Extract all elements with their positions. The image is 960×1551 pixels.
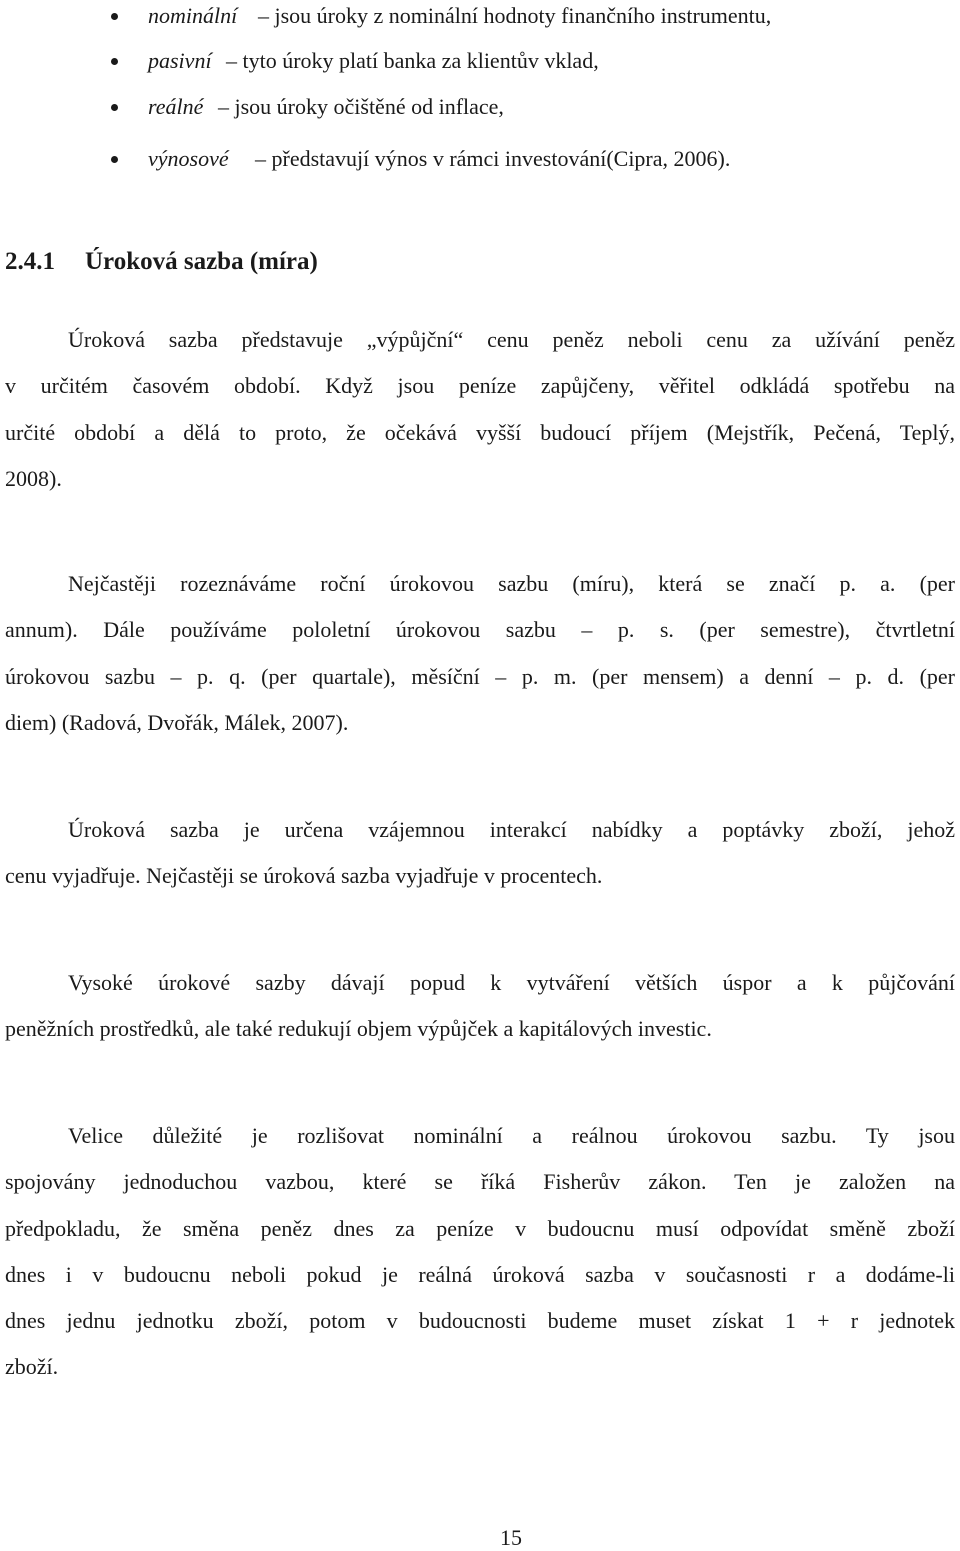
paragraph-line: Úroková sazba představuje „výpůjční“ cenu peněz neboli cenu za užívání peněz	[68, 327, 955, 352]
list-item-term: pasivní	[148, 48, 212, 73]
list-item-text: – jsou úroky očištěné od inflace,	[218, 94, 504, 119]
paragraph-line: zboží.	[5, 1354, 59, 1380]
paragraph-line: annum). Dále používáme pololetní úrokovou sazbu – p. s. (per semestre), čtvrtletní	[5, 617, 955, 643]
section-title: Úroková sazba (míra)	[85, 248, 318, 275]
page-number: 15	[500, 1525, 522, 1550]
paragraph-line: předpokladu, že směna peněz dnes za peníze v budoucnu musí odpovídat směně zboží	[5, 1215, 955, 1241]
paragraph-line: 2008).	[5, 465, 62, 491]
paragraph-line: Nejčastěji rozeznáváme roční úrokovou sazbu (míru), která se značí p. a. (per	[68, 571, 955, 596]
paragraph-line: dnes jednu jednotku zboží, potom v budoucnosti budeme muset získat 1 + r jednotek	[5, 1308, 955, 1334]
paragraph	[5, 317, 955, 502]
paragraph-line: úrokovou sazbu – p. q. (per quartale), měsíční – p. m. (per mensem) a denní – p. d. (per	[5, 663, 955, 689]
paragraph-line: určité období a dělá to proto, že očekává vyšší budoucí příjem (Mejstřík, Pečená, Teplý,	[5, 419, 955, 445]
paragraph	[5, 1113, 955, 1391]
paragraph-line: spojovány jednoduchou vazbou, které se říká Fisherův zákon. Ten je založen na	[5, 1169, 955, 1195]
paragraph	[5, 561, 955, 746]
list-item	[0, 144, 960, 174]
paragraph-line: dnes i v budoucnu neboli pokud je reálná úroková sazba v současnosti r a dodáme-li	[5, 1261, 955, 1287]
paragraph	[5, 960, 955, 1053]
section-number: 2.4.1	[5, 248, 55, 275]
list-item-text: – jsou úroky z nominální hodnoty finančního instrumentu,	[258, 3, 772, 28]
paragraph-line: cenu vyjadřuje. Nejčastěji se úroková sazba vyjadřuje v procentech.	[5, 863, 603, 889]
list-item-term: nominální	[148, 3, 238, 28]
list-item-text: – tyto úroky platí banka za klientův vklad,	[226, 48, 599, 73]
paragraph-line: Vysoké úrokové sazby dávají popud k vytváření větších úspor a k půjčování	[68, 970, 955, 995]
paragraph	[5, 807, 955, 900]
paragraph-line: v určitém časovém období. Když jsou peníze zapůjčeny, věřitel odkládá spotřebu na	[5, 373, 955, 399]
list-item	[0, 1, 960, 31]
list-item-term: výnosové	[148, 146, 229, 171]
bullet-icon	[111, 58, 118, 65]
paragraph-line: Úroková sazba je určena vzájemnou interakcí nabídky a poptávky zboží, jehož	[68, 817, 955, 842]
list-item-text: – představují výnos v rámci investování(Cipra, 2006).	[255, 146, 731, 171]
paragraph-line: Velice důležité je rozlišovat nominální a reálnou úrokovou sazbu. Ty jsou	[68, 1123, 955, 1148]
section-heading	[5, 245, 318, 279]
bullet-icon	[111, 156, 118, 163]
list-item	[0, 92, 960, 122]
list-item-term: reálné	[148, 94, 204, 119]
bullet-icon	[111, 13, 118, 20]
bullet-icon	[111, 104, 118, 111]
paragraph-line: diem) (Radová, Dvořák, Málek, 2007).	[5, 709, 349, 735]
paragraph-line: peněžních prostředků, ale také redukují objem výpůjček a kapitálových investic.	[5, 1016, 712, 1042]
list-item	[0, 46, 960, 76]
